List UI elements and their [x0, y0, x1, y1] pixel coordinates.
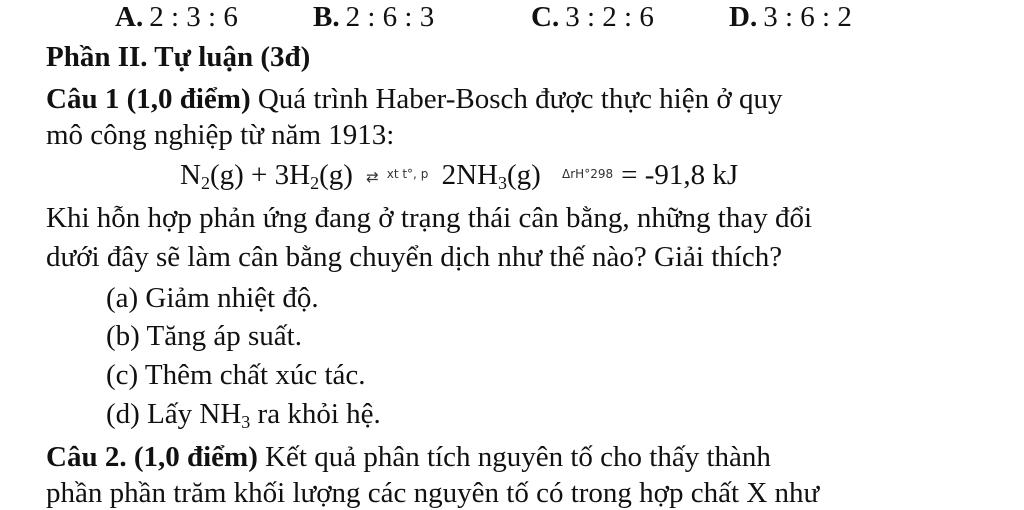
eq-product: 2NH	[441, 159, 498, 191]
eq-h2-state: (g)	[319, 159, 353, 191]
eq-n2-sub: 2	[200, 173, 210, 193]
eq-conditions: xt t°, p	[386, 167, 429, 181]
q1-text-1: Quá trình Haber-Bosch được thực hiện ở quy	[250, 83, 783, 115]
eq-n2: N	[180, 159, 201, 191]
q2-text-2: phần phần trăm khối lượng các nguyên tố có trong hợp chất X như	[46, 477, 820, 509]
option-value: 3 : 6 : 2	[763, 1, 852, 33]
q2-line-1	[46, 440, 771, 474]
eq-enthalpy-label: ΔrH°298	[562, 167, 614, 181]
option-value: 3 : 2 : 6	[565, 1, 654, 33]
option-c	[531, 0, 654, 34]
equation	[180, 157, 738, 194]
eq-n2-state: (g) + 3H	[209, 159, 311, 191]
q1-item-b: (b) Tăng áp suất.	[106, 320, 302, 352]
q1-line-1	[46, 82, 782, 116]
section-title: Phần II. Tự luận (3đ)	[46, 41, 311, 73]
option-value: 2 : 6 : 3	[345, 1, 435, 33]
option-letter: B.	[313, 1, 340, 33]
eq-h2-sub: 2	[310, 173, 320, 193]
option-d	[729, 0, 852, 34]
q1-item-a: (a) Giảm nhiệt độ.	[106, 282, 319, 314]
q1-item-d	[106, 397, 381, 431]
q2-text-1: Kết quả phân tích nguyên tố cho thấy thành	[257, 441, 771, 473]
eq-product-sub: 3	[497, 173, 507, 193]
q1-label: Câu 1 (1,0 điểm)	[46, 83, 251, 115]
q1-item-d-sub: 3	[241, 412, 251, 432]
option-value: 2 : 3 : 6	[149, 1, 238, 33]
eq-product-state: (g)	[506, 159, 541, 191]
q1-item-c: (c) Thêm chất xúc tác.	[106, 359, 366, 391]
q1-item-d-suffix: ra khỏi hệ.	[250, 398, 381, 430]
q1-line-4: dưới đây sẽ làm cân bằng chuyển dịch như thế nào? Giải thích?	[46, 241, 783, 273]
option-letter: D.	[729, 1, 758, 33]
option-b	[313, 0, 434, 34]
option-letter: A.	[115, 1, 144, 33]
q1-line-3: Khi hỗn hợp phản ứng đang ở trạng thái cân bằng, những thay đổi	[46, 202, 813, 234]
q1-item-d-prefix: (d) Lấy NH	[106, 398, 242, 430]
equilibrium-arrow-icon: ⇄	[366, 168, 379, 186]
eq-enthalpy-value: = -91,8 kJ	[621, 159, 739, 191]
q1-line-2: mô công nghiệp từ năm 1913:	[46, 119, 395, 151]
q2-label: Câu 2. (1,0 điểm)	[46, 441, 258, 473]
option-letter: C.	[531, 1, 560, 33]
option-a	[115, 0, 238, 34]
q2-line-2-cutoff	[0, 477, 1024, 509]
